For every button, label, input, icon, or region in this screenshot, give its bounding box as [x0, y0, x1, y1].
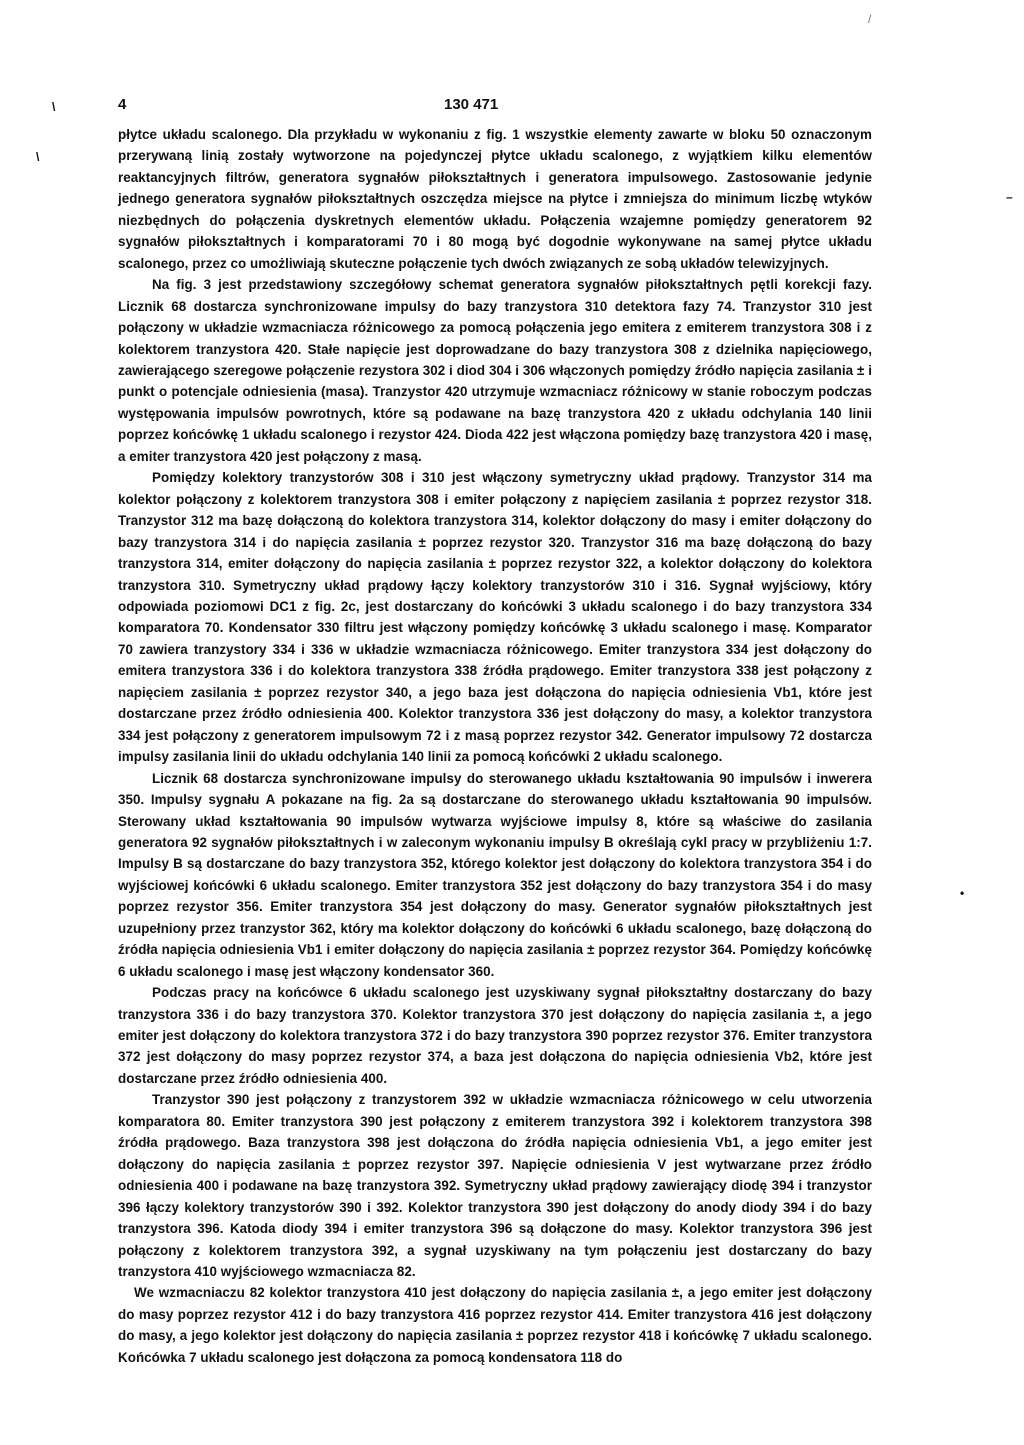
body-text: [118, 124, 872, 1368]
margin-mark-left-top: \: [52, 100, 56, 114]
paragraph-4: Licznik 68 dostarcza synchronizowane impulsy do sterowanego układu kształtowania 90 impulsów i inwerera 350. Impulsy sygnału A pokazane na fig. 2a są dostarczane do sterowanego układu kształtowania 90 impulsów. Sterowany układ kształtowania 90 impulsów wytwarza wyjściowe impulsy 8, które są właściwe do zasilania generatora 92 sygnałów piłokształtnych i w zaleconym wykonaniu impulsy B określają cykl pracy w przybliżeniu 1:7. Impulsy B są dostarczane do bazy tranzystora 352, którego kolektor jest dołączony do kolektora tranzystora 354 i do wyjściowej końcówki 6 układu scalonego. Emiter tranzystora 352 jest dołączony do bazy tranzystora 354 i do masy poprzez rezystor 356. Emiter tranzystora 354 jest dołączony do masy. Generator sygnałów piłokształtnych jest uzupełniony przez tranzystor 362, który ma kolektor dołączony do końcówki 6 układu scalonego, bazę dołączoną do źródła napięcia odniesienia Vb1 i emiter dołączony do napięcia zasilania ± poprzez rezystor 364. Pomiędzy końcówkę 6 układu scalonego i masę jest włączony kondensator 360.: [118, 770, 872, 979]
margin-mark-top-right: /: [868, 12, 872, 26]
paragraph-7: We wzmacniaczu 82 kolektor tranzystora 410 jest dołączony do napięcia zasilania ±, a jego emiter jest dołączony do masy poprzez rezystor 412 i do bazy tranzystora 416 poprzez rezystor 414. Emiter tranzystora 416 jest dołączony do masy, a jego kolektor jest dołączony do napięcia zasilania ± poprzez rezystor 418 i końcówkę 7 układu scalonego. Końcówka 7 układu scalonego jest dołączona za pomocą kondensatora 118 do: [118, 1285, 872, 1365]
patent-number: 130 471: [444, 96, 499, 113]
paragraph-5: Podczas pracy na końcówce 6 układu scalonego jest uzyskiwany sygnał piłokształtny dostarczany do bazy tranzystora 336 i do bazy tranzystora 370. Kolektor tranzystora 370 jest dołączony do napięcia zasilania ±, a jego emiter jest dołączony do kolektora tranzystora 372 i do bazy tranzystora 390 poprzez rezystor 376. Emiter tranzystora 372 jest dołączony do masy poprzez rezystor 374, a baza jest dołączona do napięcia odniesienia Vb2, które jest dostarczane przez źródło odniesienia 400.: [118, 985, 872, 1086]
paragraph-2: Na fig. 3 jest przedstawiony szczegółowy schemat generatora sygnałów piłokształtnych pętli korekcji fazy. Licznik 68 dostarcza synchronizowane impulsy do bazy tranzystora 310 detektora fazy 74. Tranzystor 310 jest połączony w układzie wzmacniacza różnicowego za pomocą połączenia jego emitera z emiterem tranzystora 308 i z kolektorem tranzystora 420. Stałe napięcie jest doprowadzane do bazy tranzystora 308 z dzielnika napięciowego, zawierającego szeregowe połączenie rezystora 302 i diod 304 i 306 włączonych pomiędzy źródło napięcia zasilania ± i punkt o potencjale odniesienia (masa). Tranzystor 420 utrzymuje wzmacniacz różnicowy w stanie roboczym podczas występowania impulsów powrotnych, które są podawane na bazę tranzystora 420 z układu odchylania 140 linii poprzez końcówkę 1 układu scalonego i rezystor 424. Dioda 422 jest włączona pomiędzy bazę tranzystora 420 i masę, a emiter tranzystora 420 jest połączony z masą.: [118, 277, 872, 464]
paragraph-3: Pomiędzy kolektory tranzystorów 308 i 310 jest włączony symetryczny układ prądowy. Tranzystor 314 ma kolektor połączony z kolektorem tranzystora 308 i emiter połączony z napięciem zasilania ± poprzez rezystor 318. Tranzystor 312 ma bazę dołączoną do kolektora tranzystora 314, kolektor dołączony do masy i emiter dołączony do bazy tranzystora 314 i do napięcia zasilania ± poprzez rezystor 320. Tranzystor 316 ma bazę dołączoną do bazy tranzystora 314, emiter dołączony do napięcia zasilania ± poprzez rezystor 322, a kolektor dołączony do kolektora tranzystora 310. Symetryczny układ prądowy łączy kolektory tranzystorów 310 i 316. Sygnał wyjściowy, który odpowiada poziomowi DC1 z fig. 2c, jest dostarczany do końcówki 3 układu scalonego i do bazy tranzystora 334 komparatora 70. Kondensator 330 filtru jest włączony pomiędzy końcówkę 3 układu scalonego i masę. Komparator 70 zawiera tranzystory 334 i 336 w układzie wzmacniacza różnicowego. Emiter tranzystora 334 jest dołączony do emitera tranzystora 336 i do kolektora tranzystora 338 źródła prądowego. Emiter tranzystora 338 jest połączony z napięciem zasilania ± poprzez rezystor 340, a jego baza jest dołączona do napięcia odniesienia Vb1, które jest dostarczane przez źródło odniesienia 400. Kolektor tranzystora 336 jest dołączony do masy, a kolektor tranzystora 334 jest połączony z generatorem impulsowym 72 i z masą poprzez rezystor 342. Generator impulsowy 72 dostarcza impulsy zasilania linii do układu odchylania 140 linii za pomocą końcówki 2 układu scalonego.: [118, 470, 872, 765]
margin-mark-right-dash: –: [1006, 190, 1013, 204]
paragraph-1: płytce układu scalonego. Dla przykładu w wykonaniu z fig. 1 wszystkie elementy zawarte w bloku 50 oznaczonym przerywaną linią zostały wytworzone na pojedynczej płytce układu scalonego, z wyjątkiem kilku elementów reaktancyjnych filtrów, generatora sygnałów piłokształtnych i generatora impulsowego. Zastosowanie jedynie jednego generatora sygnałów piłokształtnych oszczędza miejsce na płytce i zmniejsza do minimum liczbę wtyków niezbędnych do połączenia dyskretnych elementów układu. Połączenia wzajemne pomiędzy generatorem 92 sygnałów piłokształtnych i komparatorami 70 i 80 mogą być dogodnie wykonywane na samej płytce układu scalonego, przez co umożliwiają skuteczne połączenie tych dwóch związanych ze sobą układów telewizyjnych.: [118, 127, 872, 271]
margin-mark-right-mid: •: [960, 886, 965, 900]
margin-mark-left-second: \: [36, 150, 40, 164]
page-number: 4: [118, 96, 127, 113]
paragraph-6: Tranzystor 390 jest połączony z tranzystorem 392 w układzie wzmacniacza różnicowego w celu utworzenia komparatora 80. Emiter tranzystora 390 jest połączony z emiterem tranzystora 392 i kolektorem tranzystora 398 źródła prądowego. Baza tranzystora 398 jest dołączona do źródła napięcia odniesienia Vb1, a jego emiter jest dołączony do napięcia zasilania ± poprzez rezystor 397. Napięcie odniesienia V jest wytwarzane przez źródło odniesienia 400 i podawane na bazę tranzystora 392. Symetryczny układ prądowy zawierający diodę 394 i tranzystor 396 łączy kolektory tranzystorów 390 i 392. Kolektor tranzystora 390 jest dołączony do anody diody 394 i do bazy tranzystora 396. Katoda diody 394 i emiter tranzystora 396 są dołączone do masy. Kolektor tranzystora 396 jest połączony z kolektorem tranzystora 392, a sygnał uzyskiwany na tym połączeniu jest dostarczany do bazy tranzystora 410 wyjściowego wzmacniacza 82.: [118, 1092, 872, 1280]
page-header: [118, 96, 878, 118]
